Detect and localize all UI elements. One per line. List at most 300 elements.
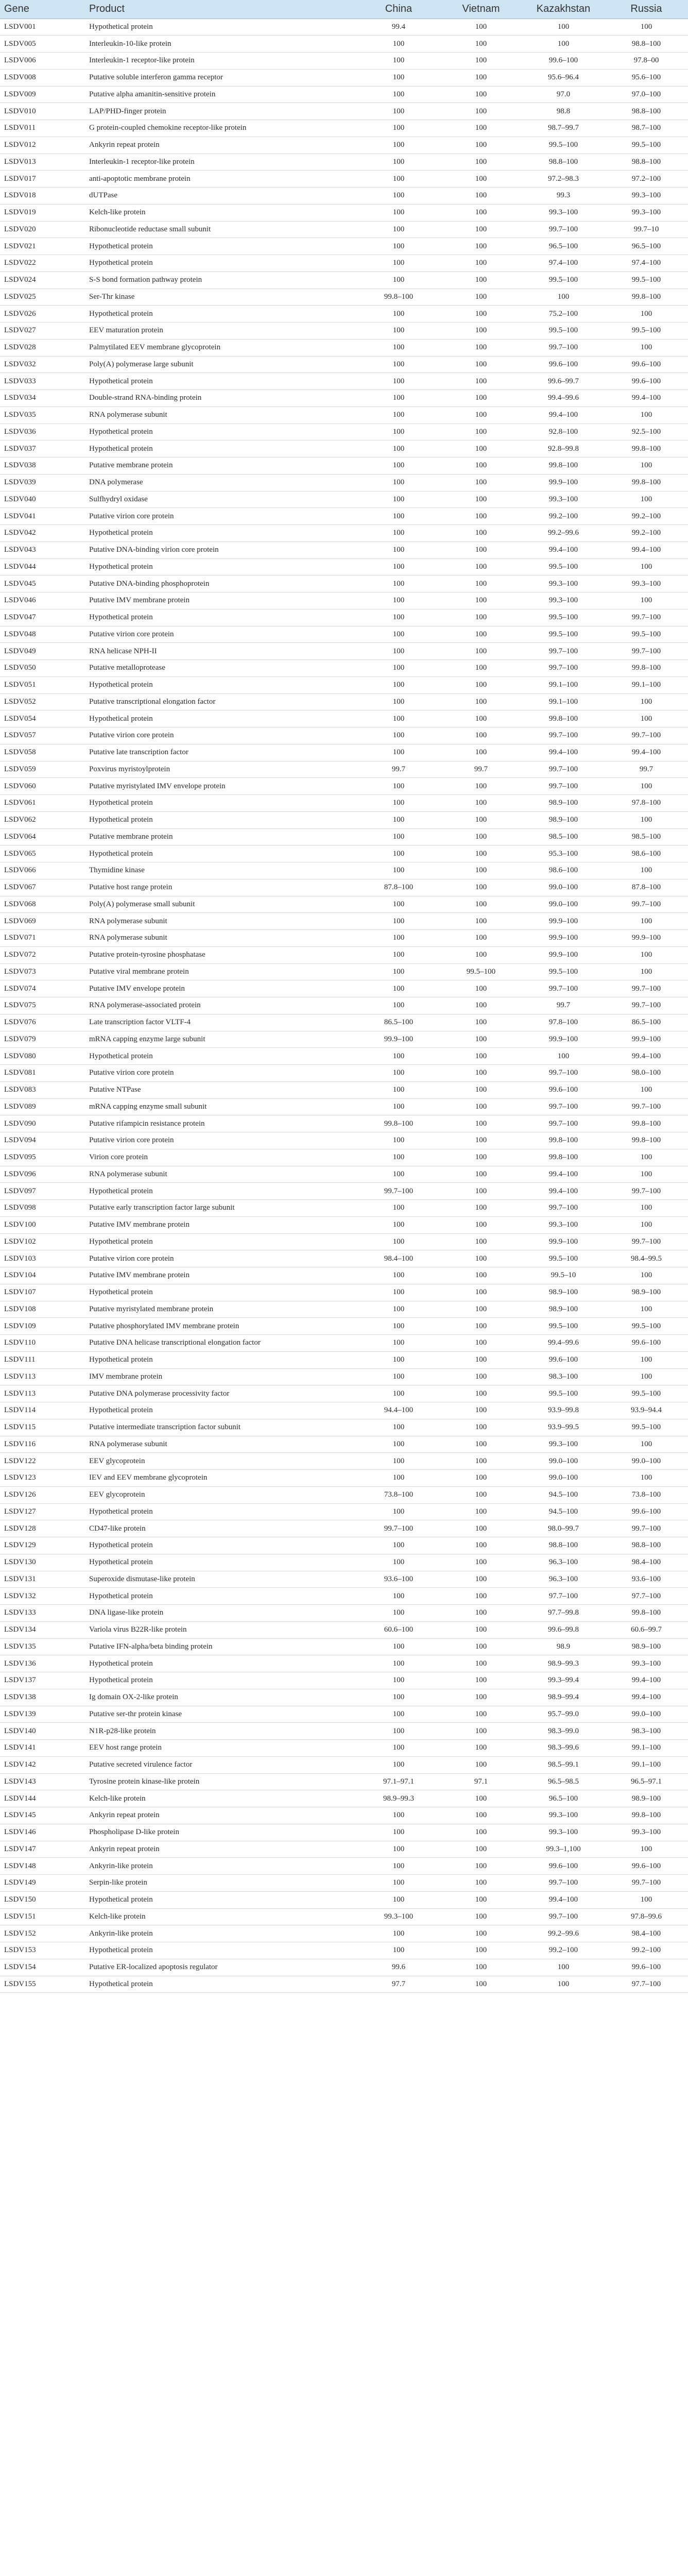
russia-cell: 100 (605, 306, 688, 323)
table-row (0, 289, 688, 306)
china-cell: 100 (357, 980, 440, 997)
table-row (0, 1537, 688, 1554)
kazakhstan-cell: 98.8–100 (522, 1537, 605, 1554)
table-row (0, 1166, 688, 1183)
table-row (0, 204, 688, 221)
kazakhstan-cell: 99.7–100 (522, 339, 605, 356)
gene-cell: LSDV012 (0, 137, 85, 154)
table-row (0, 238, 688, 255)
china-cell: 100 (357, 693, 440, 710)
gene-cell: LSDV129 (0, 1537, 85, 1554)
russia-cell: 98.0–100 (605, 1065, 688, 1082)
russia-cell: 99.3–100 (605, 188, 688, 205)
table-row (0, 592, 688, 609)
gene-cell: LSDV072 (0, 946, 85, 963)
china-cell: 98.9–99.3 (357, 1790, 440, 1807)
china-cell: 100 (357, 1891, 440, 1908)
product-cell: Putative virion core protein (85, 626, 357, 643)
table-row (0, 491, 688, 508)
russia-cell: 100 (605, 1166, 688, 1183)
russia-cell: 99.6–100 (605, 1959, 688, 1976)
gene-cell: LSDV108 (0, 1301, 85, 1318)
china-cell: 100 (357, 1875, 440, 1892)
china-cell: 100 (357, 660, 440, 677)
vietnam-cell: 100 (440, 1048, 522, 1065)
product-cell: Putative myristylated IMV envelope protein (85, 778, 357, 795)
kazakhstan-cell: 100 (522, 19, 605, 36)
product-cell: Interleukin-10-like protein (85, 36, 357, 53)
gene-cell: LSDV136 (0, 1655, 85, 1672)
kazakhstan-cell: 99.7–100 (522, 1875, 605, 1892)
vietnam-cell: 100 (440, 1419, 522, 1436)
header-gene: Gene (0, 0, 85, 19)
china-cell: 100 (357, 491, 440, 508)
table-row (0, 19, 688, 36)
gene-cell: LSDV153 (0, 1942, 85, 1959)
gene-cell: LSDV022 (0, 255, 85, 272)
gene-cell: LSDV058 (0, 744, 85, 761)
russia-cell: 99.2–100 (605, 508, 688, 525)
table-body (0, 19, 688, 1993)
china-cell: 100 (357, 1081, 440, 1098)
table-row (0, 879, 688, 896)
gene-cell: LSDV041 (0, 508, 85, 525)
kazakhstan-cell: 99.4–100 (522, 1183, 605, 1200)
kazakhstan-cell: 98.3–100 (522, 1368, 605, 1385)
product-cell: Putative DNA-binding virion core protein (85, 541, 357, 558)
kazakhstan-cell: 94.5–100 (522, 1503, 605, 1520)
product-cell: Putative metalloprotease (85, 660, 357, 677)
vietnam-cell: 100 (440, 440, 522, 457)
product-cell: Hypothetical protein (85, 1048, 357, 1065)
kazakhstan-cell: 99.7–100 (522, 980, 605, 997)
kazakhstan-cell: 99.0–100 (522, 896, 605, 913)
china-cell: 100 (357, 1554, 440, 1571)
product-cell: Hypothetical protein (85, 1503, 357, 1520)
product-cell: G protein-coupled chemokine receptor-like protein (85, 120, 357, 137)
russia-cell: 98.9–100 (605, 1284, 688, 1301)
russia-cell: 99.5–100 (605, 1318, 688, 1335)
vietnam-cell: 100 (440, 508, 522, 525)
header-product: Product (85, 0, 357, 19)
table-row (0, 761, 688, 778)
gene-cell: LSDV128 (0, 1520, 85, 1537)
china-cell: 100 (357, 1200, 440, 1217)
table-row (0, 1402, 688, 1419)
kazakhstan-cell: 99.5–100 (522, 609, 605, 626)
vietnam-cell: 100 (440, 1655, 522, 1672)
russia-cell: 100 (605, 339, 688, 356)
kazakhstan-cell: 99.3–1,100 (522, 1841, 605, 1858)
vietnam-cell: 100 (440, 1166, 522, 1183)
product-cell: Putative IMV membrane protein (85, 1267, 357, 1284)
vietnam-cell: 100 (440, 120, 522, 137)
vietnam-cell: 100 (440, 592, 522, 609)
vietnam-cell: 97.1 (440, 1773, 522, 1790)
russia-cell: 100 (605, 811, 688, 828)
russia-cell: 98.7–100 (605, 120, 688, 137)
product-cell: Variola virus B22R-like protein (85, 1621, 357, 1638)
table-row (0, 727, 688, 744)
china-cell: 100 (357, 862, 440, 879)
china-cell: 100 (357, 525, 440, 542)
china-cell: 100 (357, 306, 440, 323)
vietnam-cell: 100 (440, 609, 522, 626)
russia-cell: 100 (605, 1267, 688, 1284)
china-cell: 100 (357, 1824, 440, 1841)
table-row (0, 373, 688, 390)
product-cell: anti-apoptotic membrane protein (85, 171, 357, 188)
vietnam-cell: 100 (440, 558, 522, 575)
kazakhstan-cell: 95.7–99.0 (522, 1706, 605, 1723)
russia-cell: 93.6–100 (605, 1571, 688, 1588)
vietnam-cell: 100 (440, 204, 522, 221)
table-row (0, 1267, 688, 1284)
vietnam-cell: 100 (440, 1149, 522, 1166)
china-cell: 99.8–100 (357, 1115, 440, 1132)
kazakhstan-cell: 97.4–100 (522, 255, 605, 272)
product-cell: Hypothetical protein (85, 676, 357, 693)
china-cell: 100 (357, 963, 440, 980)
china-cell: 100 (357, 1723, 440, 1740)
gene-cell: LSDV132 (0, 1588, 85, 1605)
kazakhstan-cell: 93.9–99.8 (522, 1402, 605, 1419)
header-china: China (357, 0, 440, 19)
russia-cell: 100 (605, 693, 688, 710)
china-cell: 99.8–100 (357, 289, 440, 306)
china-cell: 100 (357, 778, 440, 795)
kazakhstan-cell: 92.8–100 (522, 423, 605, 440)
china-cell: 100 (357, 1807, 440, 1824)
vietnam-cell: 100 (440, 980, 522, 997)
vietnam-cell: 100 (440, 1436, 522, 1453)
table-row (0, 390, 688, 407)
russia-cell: 98.6–100 (605, 845, 688, 862)
product-cell: Putative late transcription factor (85, 744, 357, 761)
vietnam-cell: 100 (440, 1351, 522, 1368)
gene-cell: LSDV065 (0, 845, 85, 862)
kazakhstan-cell: 96.5–100 (522, 1790, 605, 1807)
kazakhstan-cell: 97.7–100 (522, 1588, 605, 1605)
table-row (0, 1453, 688, 1470)
table-row (0, 1081, 688, 1098)
kazakhstan-cell: 99.5–100 (522, 1385, 605, 1402)
product-cell: Putative viral membrane protein (85, 963, 357, 980)
russia-cell: 99.0–100 (605, 1453, 688, 1470)
kazakhstan-cell: 99.3–100 (522, 1436, 605, 1453)
russia-cell: 99.4–100 (605, 1048, 688, 1065)
product-cell: Hypothetical protein (85, 845, 357, 862)
gene-cell: LSDV103 (0, 1250, 85, 1267)
gene-cell: LSDV054 (0, 710, 85, 727)
gene-cell: LSDV104 (0, 1267, 85, 1284)
russia-cell: 99.7–100 (605, 1098, 688, 1115)
china-cell: 99.7–100 (357, 1183, 440, 1200)
vietnam-cell: 100 (440, 913, 522, 930)
product-cell: Ser-Thr kinase (85, 289, 357, 306)
gene-cell: LSDV097 (0, 1183, 85, 1200)
kazakhstan-cell: 99.3–100 (522, 1824, 605, 1841)
gene-cell: LSDV047 (0, 609, 85, 626)
table-row (0, 1470, 688, 1487)
product-cell: Hypothetical protein (85, 1351, 357, 1368)
china-cell: 100 (357, 1419, 440, 1436)
kazakhstan-cell: 99.9–100 (522, 474, 605, 491)
table-row (0, 1520, 688, 1537)
product-cell: Hypothetical protein (85, 795, 357, 812)
table-row (0, 1554, 688, 1571)
russia-cell: 100 (605, 1081, 688, 1098)
kazakhstan-cell: 99.4–99.6 (522, 390, 605, 407)
table-row (0, 1605, 688, 1622)
vietnam-cell: 100 (440, 1841, 522, 1858)
china-cell: 100 (357, 541, 440, 558)
vietnam-cell: 100 (440, 811, 522, 828)
vietnam-cell: 100 (440, 171, 522, 188)
kazakhstan-cell: 99.4–100 (522, 744, 605, 761)
product-cell: Hypothetical protein (85, 558, 357, 575)
vietnam-cell: 100 (440, 1216, 522, 1233)
china-cell: 100 (357, 643, 440, 660)
product-cell: Putative rifampicin resistance protein (85, 1115, 357, 1132)
header-vietnam: Vietnam (440, 0, 522, 19)
product-cell: Hypothetical protein (85, 811, 357, 828)
gene-cell: LSDV075 (0, 997, 85, 1014)
russia-cell: 95.6–100 (605, 69, 688, 86)
vietnam-cell: 100 (440, 862, 522, 879)
russia-cell: 98.4–100 (605, 1554, 688, 1571)
china-cell: 100 (357, 1166, 440, 1183)
russia-cell: 100 (605, 946, 688, 963)
kazakhstan-cell: 98.0–99.7 (522, 1520, 605, 1537)
table-row (0, 1031, 688, 1048)
vietnam-cell: 100 (440, 1098, 522, 1115)
china-cell: 100 (357, 1385, 440, 1402)
gene-cell: LSDV037 (0, 440, 85, 457)
russia-cell: 92.5–100 (605, 423, 688, 440)
kazakhstan-cell: 98.9 (522, 1638, 605, 1655)
vietnam-cell: 100 (440, 1638, 522, 1655)
vietnam-cell: 100 (440, 289, 522, 306)
table-row (0, 1115, 688, 1132)
vietnam-cell: 100 (440, 1571, 522, 1588)
vietnam-cell: 100 (440, 1807, 522, 1824)
china-cell: 100 (357, 323, 440, 340)
gene-cell: LSDV034 (0, 390, 85, 407)
china-cell: 100 (357, 272, 440, 289)
russia-cell: 99.5–100 (605, 626, 688, 643)
gene-cell: LSDV074 (0, 980, 85, 997)
vietnam-cell: 100 (440, 103, 522, 120)
gene-cell: LSDV048 (0, 626, 85, 643)
russia-cell: 97.4–100 (605, 255, 688, 272)
table-row (0, 36, 688, 53)
table-row (0, 255, 688, 272)
table-row (0, 558, 688, 575)
product-cell: Hypothetical protein (85, 306, 357, 323)
china-cell: 100 (357, 626, 440, 643)
russia-cell: 100 (605, 862, 688, 879)
table-row (0, 1200, 688, 1217)
product-cell: Putative alpha amanitin-sensitive protein (85, 86, 357, 103)
vietnam-cell: 100 (440, 1875, 522, 1892)
table-row (0, 946, 688, 963)
table-row (0, 1976, 688, 1993)
gene-cell: LSDV155 (0, 1976, 85, 1993)
china-cell: 99.6 (357, 1959, 440, 1976)
gene-cell: LSDV130 (0, 1554, 85, 1571)
russia-cell: 99.5–100 (605, 1385, 688, 1402)
china-cell: 99.9–100 (357, 1031, 440, 1048)
china-cell: 100 (357, 474, 440, 491)
gene-cell: LSDV147 (0, 1841, 85, 1858)
russia-cell: 99.9–100 (605, 1031, 688, 1048)
vietnam-cell: 100 (440, 1115, 522, 1132)
vietnam-cell: 100 (440, 323, 522, 340)
table-row (0, 1959, 688, 1976)
gene-cell: LSDV069 (0, 913, 85, 930)
russia-cell: 100 (605, 913, 688, 930)
vietnam-cell: 100 (440, 1520, 522, 1537)
china-cell: 100 (357, 255, 440, 272)
gene-cell: LSDV151 (0, 1908, 85, 1925)
gene-cell: LSDV017 (0, 171, 85, 188)
russia-cell: 97.7–100 (605, 1588, 688, 1605)
product-cell: Putative virion core protein (85, 1065, 357, 1082)
gene-cell: LSDV123 (0, 1470, 85, 1487)
table-row (0, 306, 688, 323)
kazakhstan-cell: 99.6–100 (522, 1081, 605, 1098)
china-cell: 93.6–100 (357, 1571, 440, 1588)
vietnam-cell: 100 (440, 1706, 522, 1723)
kazakhstan-cell: 99.8–100 (522, 1132, 605, 1149)
russia-cell: 100 (605, 457, 688, 474)
vietnam-cell: 100 (440, 1689, 522, 1706)
vietnam-cell: 100 (440, 1318, 522, 1335)
vietnam-cell: 100 (440, 69, 522, 86)
gene-cell: LSDV080 (0, 1048, 85, 1065)
table-row (0, 474, 688, 491)
kazakhstan-cell: 97.8–100 (522, 1014, 605, 1031)
gene-cell: LSDV038 (0, 457, 85, 474)
table-row (0, 1503, 688, 1520)
product-cell: dUTPase (85, 188, 357, 205)
vietnam-cell: 100 (440, 575, 522, 592)
table-row (0, 1689, 688, 1706)
russia-cell: 96.5–100 (605, 238, 688, 255)
russia-cell: 99.3–100 (605, 1824, 688, 1841)
product-cell: Putative IMV membrane protein (85, 592, 357, 609)
vietnam-cell: 100 (440, 474, 522, 491)
russia-cell: 97.8–99.6 (605, 1908, 688, 1925)
vietnam-cell: 100 (440, 1891, 522, 1908)
table-row (0, 1858, 688, 1875)
table-row (0, 1756, 688, 1773)
product-cell: Ankyrin repeat protein (85, 1807, 357, 1824)
gene-cell: LSDV146 (0, 1824, 85, 1841)
vietnam-cell: 100 (440, 778, 522, 795)
russia-cell: 99.8–100 (605, 1807, 688, 1824)
gene-cell: LSDV042 (0, 525, 85, 542)
china-cell: 100 (357, 1756, 440, 1773)
table-row (0, 710, 688, 727)
china-cell: 100 (357, 676, 440, 693)
kazakhstan-cell: 99.3–100 (522, 575, 605, 592)
vietnam-cell: 100 (440, 626, 522, 643)
gene-cell: LSDV144 (0, 1790, 85, 1807)
kazakhstan-cell: 99.6–100 (522, 53, 605, 70)
russia-cell: 99.4–100 (605, 1672, 688, 1689)
gene-cell: LSDV060 (0, 778, 85, 795)
vietnam-cell: 100 (440, 1031, 522, 1048)
vietnam-cell: 100 (440, 491, 522, 508)
kazakhstan-cell: 100 (522, 1976, 605, 1993)
table-row (0, 693, 688, 710)
product-cell: Ankyrin-like protein (85, 1858, 357, 1875)
vietnam-cell: 99.5–100 (440, 963, 522, 980)
vietnam-cell: 100 (440, 1588, 522, 1605)
table-row (0, 845, 688, 862)
china-cell: 87.8–100 (357, 879, 440, 896)
gene-cell: LSDV134 (0, 1621, 85, 1638)
product-cell: Thymidine kinase (85, 862, 357, 879)
table-row (0, 221, 688, 238)
kazakhstan-cell: 99.4–100 (522, 541, 605, 558)
china-cell: 100 (357, 1588, 440, 1605)
gene-cell: LSDV143 (0, 1773, 85, 1790)
vietnam-cell: 100 (440, 1284, 522, 1301)
table-row (0, 120, 688, 137)
vietnam-cell: 100 (440, 1858, 522, 1875)
table-row (0, 188, 688, 205)
gene-cell: LSDV152 (0, 1925, 85, 1942)
table-row (0, 1149, 688, 1166)
gene-cell: LSDV018 (0, 188, 85, 205)
vietnam-cell: 100 (440, 1132, 522, 1149)
vietnam-cell: 100 (440, 1790, 522, 1807)
gene-cell: LSDV045 (0, 575, 85, 592)
product-cell: LAP/PHD-finger protein (85, 103, 357, 120)
vietnam-cell: 100 (440, 1537, 522, 1554)
product-cell: Putative DNA helicase transcriptional elongation factor (85, 1335, 357, 1352)
china-cell: 100 (357, 1436, 440, 1453)
vietnam-cell: 100 (440, 1740, 522, 1757)
vietnam-cell: 100 (440, 1470, 522, 1487)
product-cell: Phospholipase D-like protein (85, 1824, 357, 1841)
kazakhstan-cell: 98.8–100 (522, 154, 605, 171)
china-cell: 100 (357, 845, 440, 862)
table-row (0, 1841, 688, 1858)
russia-cell: 99.5–100 (605, 272, 688, 289)
china-cell: 100 (357, 1368, 440, 1385)
gene-cell: LSDV107 (0, 1284, 85, 1301)
vietnam-cell: 100 (440, 406, 522, 423)
china-cell: 100 (357, 86, 440, 103)
russia-cell: 99.8–100 (605, 289, 688, 306)
gene-cell: LSDV140 (0, 1723, 85, 1740)
gene-cell: LSDV046 (0, 592, 85, 609)
vietnam-cell: 100 (440, 306, 522, 323)
kazakhstan-cell: 98.5–100 (522, 828, 605, 845)
gene-cell: LSDV010 (0, 103, 85, 120)
gene-cell: LSDV139 (0, 1706, 85, 1723)
china-cell: 100 (357, 1706, 440, 1723)
china-cell: 100 (357, 1740, 440, 1757)
china-cell: 97.7 (357, 1976, 440, 1993)
russia-cell: 99.5–100 (605, 1419, 688, 1436)
russia-cell: 99.1–100 (605, 676, 688, 693)
gene-cell: LSDV142 (0, 1756, 85, 1773)
